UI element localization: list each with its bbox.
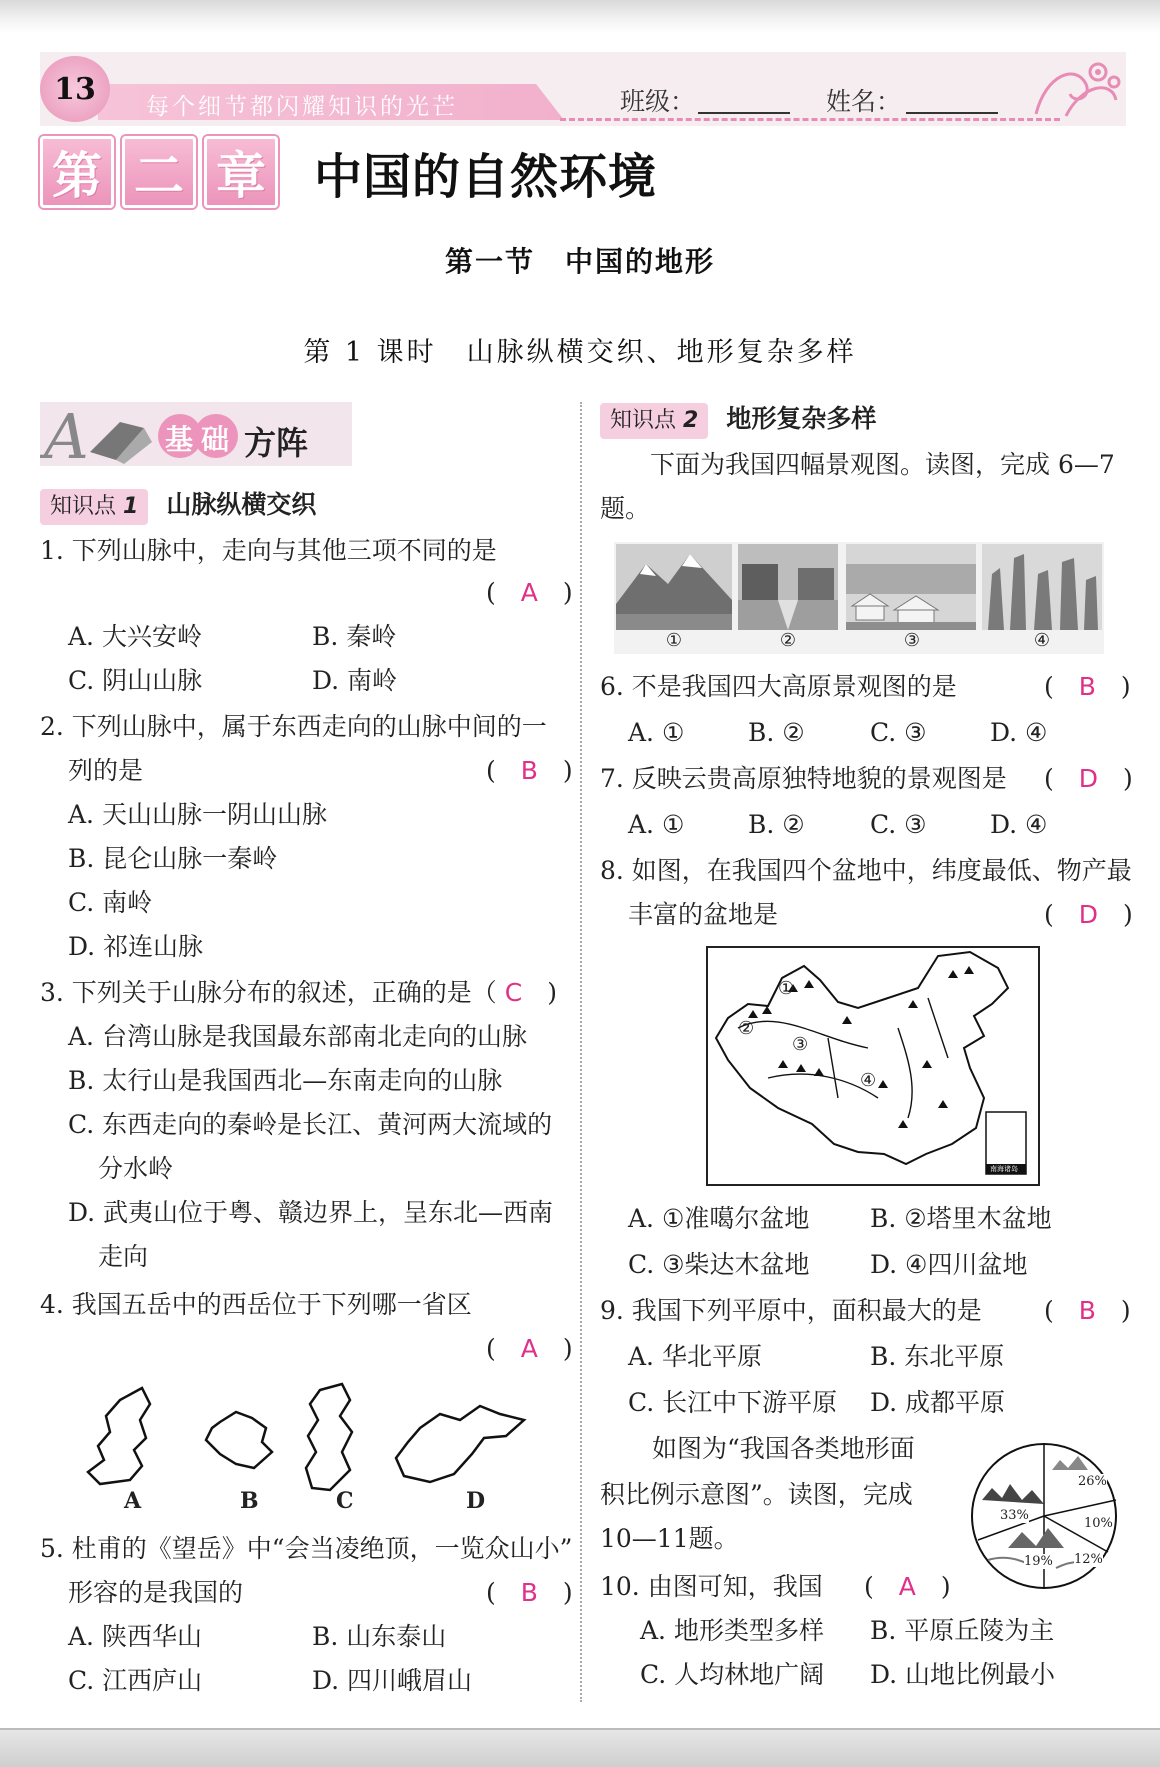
q1-option-b: B. 秦岭 bbox=[312, 622, 397, 651]
q7-option-d: D. ④ bbox=[990, 810, 1048, 839]
q3-option-a: A. 台湾山脉是我国最东部南北走向的山脉 bbox=[68, 1022, 527, 1051]
q4-answer-value: A bbox=[520, 1334, 538, 1363]
chapter-char-1: 第 bbox=[40, 136, 114, 208]
q2-option-c: C. 南岭 bbox=[68, 888, 153, 917]
pie-label-26: 26% bbox=[1078, 1474, 1107, 1489]
q2-stem-line1: 2. 下列山脉中，属于东西走向的山脉中间的一 bbox=[40, 712, 547, 741]
q7-stem: 7. 反映云贵高原独特地貌的景观图是 bbox=[600, 764, 1007, 793]
q8-option-d: D. ④四川盆地 bbox=[870, 1250, 1028, 1279]
map-label-4: ④ bbox=[860, 1070, 877, 1091]
province-label-a: A bbox=[124, 1488, 142, 1514]
pie-label-10: 10% bbox=[1084, 1516, 1113, 1531]
q7-answer-value: D bbox=[1078, 764, 1099, 793]
province-shape-d bbox=[396, 1406, 524, 1482]
kp2-num: 2 bbox=[683, 408, 699, 433]
banner-text-ji: 基 bbox=[165, 423, 194, 456]
q3-stem: 3. 下列关于山脉分布的叙述，正确的是（ C ) bbox=[40, 978, 557, 1007]
q10-answer: ( A ) bbox=[864, 1572, 951, 1601]
q5-answer-value: B bbox=[520, 1578, 538, 1607]
q2-option-d: D. 祁连山脉 bbox=[68, 932, 204, 961]
q8-option-c: C. ③柴达木盆地 bbox=[628, 1250, 810, 1279]
q5-option-d: D. 四川峨眉山 bbox=[312, 1666, 473, 1695]
q4-answer: ( A ) bbox=[486, 1334, 573, 1363]
q1-option-a: A. 大兴安岭 bbox=[68, 622, 202, 651]
kp2-tag-text: 知识点 bbox=[610, 408, 677, 433]
province-label-b: B bbox=[240, 1488, 259, 1514]
q8-answer-value: D bbox=[1078, 900, 1099, 929]
q8-answer: ( D ) bbox=[1044, 900, 1133, 929]
svg-text:A: A bbox=[44, 402, 89, 466]
bottom-edge bbox=[0, 1728, 1160, 1767]
kp1-num: 1 bbox=[123, 494, 139, 519]
banner-text-fangzhen: 方阵 bbox=[244, 424, 309, 462]
province-shape-c bbox=[306, 1384, 352, 1490]
q9-answer-value: B bbox=[1078, 1296, 1096, 1325]
q9-stem: 9. 我国下列平原中，面积最大的是 bbox=[600, 1296, 982, 1325]
photo-3-grassland-yurts bbox=[846, 544, 976, 630]
q3-option-c-line2: 分水岭 bbox=[98, 1154, 174, 1183]
knowledge-point-2 bbox=[600, 396, 876, 441]
q10-option-d: D. 山地比例最小 bbox=[870, 1660, 1056, 1689]
q8-stem-line2: 丰富的盆地是 bbox=[628, 900, 779, 929]
photo-4-stone-forest bbox=[982, 544, 1102, 630]
landscape-photos bbox=[614, 542, 1104, 654]
province-label-c: C bbox=[336, 1488, 354, 1514]
q3-option-c-line1: C. 东西走向的秦岭是长江、黄河两大流域的 bbox=[68, 1110, 553, 1139]
q5-option-a: A. 陕西华山 bbox=[68, 1622, 202, 1651]
q6-option-a: A. ① bbox=[628, 718, 685, 747]
q9-option-a: A. 华北平原 bbox=[628, 1342, 762, 1371]
q6-option-d: D. ④ bbox=[990, 718, 1048, 747]
chapter-char-2: 二 bbox=[122, 136, 196, 208]
q3-option-b: B. 太行山是我国西北—东南走向的山脉 bbox=[68, 1066, 503, 1095]
q8-option-a: A. ①准噶尔盆地 bbox=[628, 1204, 810, 1233]
q10-stem: 10. 由图可知，我国 bbox=[600, 1572, 823, 1601]
q10-answer-value: A bbox=[898, 1572, 916, 1601]
q7-option-c: C. ③ bbox=[870, 810, 927, 839]
q7-option-a: A. ① bbox=[628, 810, 685, 839]
q1-option-d: D. 南岭 bbox=[312, 666, 398, 695]
section-title: 第一节 中国的地形 bbox=[444, 245, 715, 278]
kp1-tag-text: 知识点 bbox=[50, 494, 117, 519]
banner-text-chu: 础 bbox=[201, 423, 230, 456]
photo-2-water-town bbox=[738, 544, 838, 630]
province-outlines bbox=[80, 1380, 540, 1518]
map-label-3: ③ bbox=[792, 1034, 809, 1055]
kp2-tag bbox=[600, 403, 708, 439]
terrain-proportion-diagram bbox=[968, 1440, 1120, 1592]
q3-stem-text: 3. 下列关于山脉分布的叙述，正确的是（ bbox=[40, 978, 497, 1007]
map-label-2: ② bbox=[738, 1018, 755, 1039]
q6-answer: ( B ) bbox=[1044, 672, 1131, 701]
q9-option-d: D. 成都平原 bbox=[870, 1388, 1006, 1417]
intro-10-11-line1: 如图为“我国各类地形面 bbox=[652, 1434, 915, 1463]
q2-option-b: B. 昆仑山脉一秦岭 bbox=[68, 844, 278, 873]
q6-stem: 6. 不是我国四大高原景观图的是 bbox=[600, 672, 957, 701]
china-outline-figure bbox=[708, 948, 1038, 1184]
q5-option-b: B. 山东泰山 bbox=[312, 1622, 447, 1651]
kp1-tag bbox=[40, 489, 148, 525]
q5-answer: ( B ) bbox=[486, 1578, 573, 1607]
q8-option-b: B. ②塔里木盆地 bbox=[870, 1204, 1052, 1233]
intro-6-7-line2: 题。 bbox=[600, 494, 651, 523]
q7-option-b: B. ② bbox=[748, 810, 805, 839]
intro-6-7-line1: 下面为我国四幅景观图。读图，完成 6—7 bbox=[650, 450, 1115, 479]
pie-label-19: 19% bbox=[1024, 1554, 1053, 1569]
q6-option-c: C. ③ bbox=[870, 718, 927, 747]
photo-1-plateau-mountains bbox=[616, 544, 732, 630]
header-slogan: 每个细节都闪耀知识的光芒 bbox=[146, 94, 458, 120]
column-divider bbox=[580, 402, 582, 1702]
intro-10-11-line3: 10—11题。 bbox=[600, 1524, 739, 1553]
photo-caption-1: ① bbox=[665, 630, 683, 651]
q5-stem-line2: 形容的是我国的 bbox=[68, 1578, 244, 1607]
china-basins-map bbox=[706, 946, 1040, 1186]
q5-option-c: C. 江西庐山 bbox=[68, 1666, 203, 1695]
q5-stem-line1: 5. 杜甫的《望岳》中“会当凌绝顶，一览众山小” bbox=[40, 1534, 573, 1563]
q2-option-a: A. 天山山脉一阴山山脉 bbox=[68, 800, 327, 829]
q10-option-c: C. 人均林地广阔 bbox=[640, 1660, 825, 1689]
q8-stem-line1: 8. 如图，在我国四个盆地中，纬度最低、物产最 bbox=[600, 856, 1132, 885]
q9-option-b: B. 东北平原 bbox=[870, 1342, 1005, 1371]
q6-answer-value: B bbox=[1078, 672, 1096, 701]
chapter-char-3: 章 bbox=[204, 136, 278, 208]
q2-stem-line2: 列的是 bbox=[68, 756, 144, 785]
q2-answer-value: B bbox=[520, 756, 538, 785]
map-inset-label: 南海诸岛 bbox=[990, 1165, 1018, 1173]
kp1-title: 山脉纵横交织 bbox=[166, 490, 317, 519]
q6-option-b: B. ② bbox=[748, 718, 805, 747]
q9-option-c: C. 长江中下游平原 bbox=[628, 1388, 838, 1417]
province-shape-a bbox=[88, 1388, 150, 1484]
q10-option-a: A. 地形类型多样 bbox=[640, 1616, 824, 1645]
q1-answer-value: A bbox=[520, 578, 538, 607]
page-number: 13 bbox=[40, 56, 110, 122]
kp2-title: 地形复杂多样 bbox=[726, 404, 877, 433]
q1-stem: 1. 下列山脉中，走向与其他三项不同的是 bbox=[40, 536, 497, 565]
q2-answer: ( B ) bbox=[486, 756, 573, 785]
q3-option-d-line1: D. 武夷山位于粤、赣边界上，呈东北—西南 bbox=[68, 1198, 554, 1227]
photo-caption-4: ④ bbox=[1033, 630, 1051, 651]
province-shape-b bbox=[206, 1412, 272, 1468]
q7-answer: ( D ) bbox=[1044, 764, 1133, 793]
photo-caption-2: ② bbox=[779, 630, 797, 651]
q10-option-b: B. 平原丘陵为主 bbox=[870, 1616, 1055, 1645]
class-label: 班级： bbox=[620, 87, 696, 116]
q1-option-c: C. 阴山山脉 bbox=[68, 666, 203, 695]
q3-answer-value: C bbox=[504, 978, 523, 1007]
lesson-title: 第 1 课时 山脉纵横交织、地形复杂多样 bbox=[303, 337, 857, 368]
q4-stem: 4. 我国五岳中的西岳位于下列哪一省区 bbox=[40, 1290, 472, 1319]
chapter-title: 中国的自然环境 bbox=[314, 148, 658, 205]
photo-caption-3: ③ bbox=[903, 630, 921, 651]
q9-answer: ( B ) bbox=[1044, 1296, 1131, 1325]
name-label: 姓名： bbox=[826, 87, 902, 116]
pie-label-12: 12% bbox=[1074, 1552, 1103, 1567]
map-label-1: ① bbox=[778, 978, 795, 999]
intro-10-11-line2: 积比例示意图”。读图，完成 bbox=[600, 1480, 913, 1509]
q1-answer: ( A ) bbox=[486, 578, 573, 607]
province-label-d: D bbox=[466, 1488, 486, 1514]
pie-label-33: 33% bbox=[1000, 1508, 1029, 1523]
knowledge-point-1 bbox=[40, 482, 316, 527]
q3-option-d-line2: 走向 bbox=[98, 1242, 149, 1271]
